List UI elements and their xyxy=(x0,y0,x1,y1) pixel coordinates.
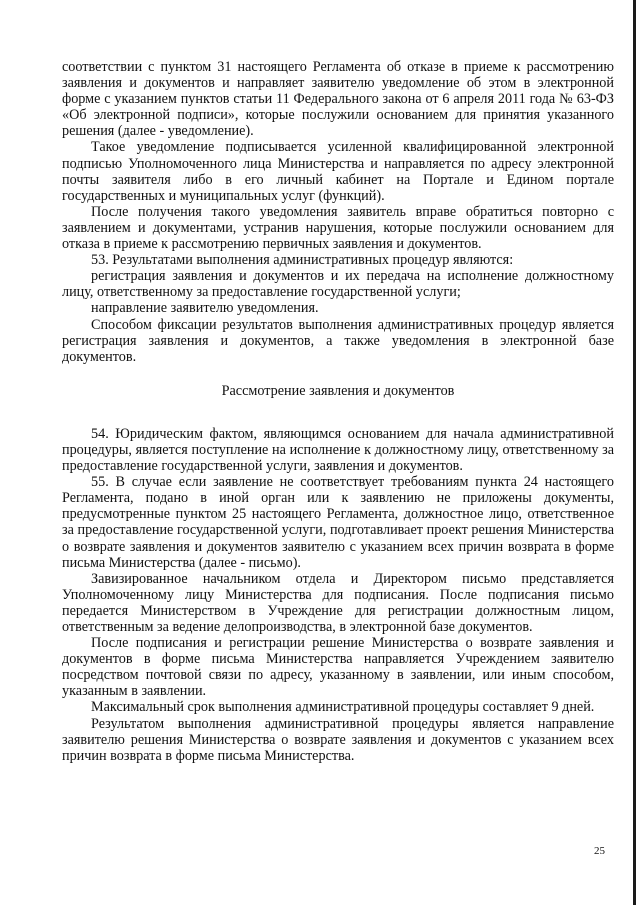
paragraph-item-53: 53. Результатами выполнения административных процедур являются: xyxy=(91,252,514,269)
paragraph-fixation-method: Способом фиксации результатов выполнения административных процедур является регистрация заявления и документов, а также уведомления в электронной базе документов. xyxy=(62,316,614,365)
paragraph-item-54: 54. Юридическим фактом, являющимся основанием для начала административной процедуры, является поступление на исполнение к должностному лицу, ответственному за предоставление государственной услуги, заявления и документов. xyxy=(62,425,614,475)
paragraph-procedure-result: Результатом выполнения административной процедуры является направление заявителю решения Министерства о возврате заявления и документов с указанием всех причин возврата в форме письма Министерства. xyxy=(62,715,614,764)
paragraph-max-duration: Максимальный срок выполнения административной процедуры составляет 9 дней. xyxy=(91,699,595,716)
paragraph-notification-signature: Такое уведомление подписывается усиленной квалифицированной электронной подписью Уполномоченного лица Министерства и направляется по адресу электронной почты заявителя либо в его личный кабинет на Портале и Едином портале государственных и муниципальных услуг (функций). xyxy=(62,139,614,204)
section-heading: Рассмотрение заявления и документов xyxy=(221,382,455,399)
paragraph-result-registration: регистрация заявления и документов и их передача на исполнение должностному лицу, ответственному за предоставление государственной услуги; xyxy=(62,268,614,301)
paragraph-letter-sending: После подписания и регистрации решение Министерства о возврате заявления и документов в форме письма Министерства направляется Учреждением заявителю посредством почтовой связи по адресу, указанному в заявлении, или иным способом, указанным в заявлении. xyxy=(62,635,614,700)
paragraph-result-notification: направление заявителю уведомления. xyxy=(91,300,319,317)
page-number: 25 xyxy=(594,845,605,857)
paragraph-item-55: 55. В случае если заявление не соответствует требованиям пункта 24 настоящего Регламента, подано в иной орган или к заявлению не приложены документы, предусмотренные пунктом 25 настоящего Регламента, должностное лицо, ответственное за предоставление государственной услуги, подготавливает проект решения Министерства о возврате заявления и документов заявителю с указанием всех причин возврата в форме письма Министерства (далее - письмо). xyxy=(62,474,614,571)
paragraph-reapply: После получения такого уведомления заявитель вправе обратиться повторно с заявлением и документами, устранив нарушения, которые послужили основанием для отказа в приеме к рассмотрению первичных заявления и документов. xyxy=(62,203,614,253)
paragraph-letter-signing: Завизированное начальником отдела и Директором письмо представляется Уполномоченному лицу Министерства для подписания. После подписания письмо передается Министерством в Учреждение для регистрации должностным лицом, ответственным за ведение делопроизводства, в электронной базе документов. xyxy=(62,570,614,635)
paragraph-continuation: соответствии с пунктом 31 настоящего Регламента об отказе в приеме к рассмотрению заявления и документов и направляет заявителю уведомление об этом в электронной форме с указанием пунктов статьи 11 Федерального закона от 6 апреля 2011 года № 63-ФЗ «Об электронной подписи», которые послужили основанием для принятия указанного решения (далее - уведомление). xyxy=(62,59,614,140)
document-body xyxy=(62,59,614,764)
scan-edge-line xyxy=(633,0,636,905)
